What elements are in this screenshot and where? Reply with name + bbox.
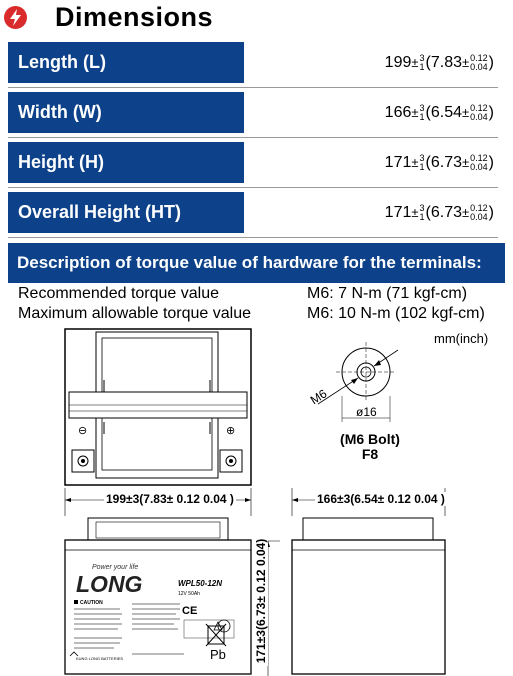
svg-text:Power your life: Power your life xyxy=(92,564,139,571)
bolt-diameter-label: ø16 xyxy=(356,405,377,419)
positive-terminal-symbol: ⊕ xyxy=(226,425,236,437)
spec-inch: (6.73 xyxy=(425,204,462,221)
plusminus: ± xyxy=(411,155,419,170)
bolt-detail-drawing xyxy=(306,338,436,434)
bolt-thread-label: M6 xyxy=(307,386,330,408)
plusminus: ± xyxy=(411,105,419,120)
model-rating: 12V 50Ah xyxy=(178,591,200,597)
mm-tolerance: 3 1 xyxy=(419,152,425,172)
spec-mm: 166 xyxy=(384,104,412,121)
plusminus: ± xyxy=(411,205,419,220)
spec-value xyxy=(385,142,494,183)
pb-mark: Pb xyxy=(210,647,226,662)
negative-terminal-symbol: ⊖ xyxy=(78,425,88,437)
bolt-name: (M6 Bolt) xyxy=(340,431,400,447)
spec-label: Overall Height (HT) xyxy=(8,192,244,233)
inch-tolerance: 0.12 0.04 xyxy=(470,202,488,222)
height-label: 171±3(6.73± 0.12 0.04) xyxy=(254,536,268,666)
spec-value xyxy=(385,192,494,233)
ce-mark: CE xyxy=(182,605,198,617)
inch-tolerance: 0.12 0.04 xyxy=(470,102,488,122)
spec-label: Length (L) xyxy=(8,42,244,83)
bolt-caption xyxy=(318,432,422,462)
mm-tolerance: 3 1 xyxy=(419,52,425,72)
maker-name: KUNG LONG BATTERIES xyxy=(76,656,124,661)
plusminus: ± xyxy=(411,55,419,70)
spec-inch: (6.73 xyxy=(425,154,462,171)
side-width-label: 166±3(6.54± 0.12 0.04 ) xyxy=(317,492,445,506)
side-view-drawing xyxy=(291,514,447,676)
spec-row xyxy=(8,42,498,83)
spec-row xyxy=(8,192,498,233)
spec-mm: 171 xyxy=(384,204,412,221)
spec-value xyxy=(385,42,494,83)
inch-tolerance: 0.12 0.04 xyxy=(470,52,488,72)
divider xyxy=(8,87,498,88)
plusminus: ± xyxy=(462,155,470,170)
inch-tolerance: 0.12 0.04 xyxy=(470,152,488,172)
spec-close: ) xyxy=(488,154,494,171)
divider xyxy=(8,137,498,138)
spec-value xyxy=(385,92,494,133)
spec-label: Height (H) xyxy=(8,142,244,183)
svg-text:LONG: LONG xyxy=(76,571,143,597)
spec-inch: (7.83 xyxy=(425,54,462,71)
mm-tolerance: 3 1 xyxy=(419,202,425,222)
torque-value-recommended: M6: 7 N-m (71 kgf-cm) xyxy=(307,285,468,302)
lightning-bolt-icon xyxy=(4,6,27,29)
front-view-drawing xyxy=(64,514,254,676)
model-name: WPL50-12N xyxy=(178,579,223,588)
plusminus: ± xyxy=(462,55,470,70)
spec-row xyxy=(8,92,498,133)
divider xyxy=(8,187,498,188)
divider xyxy=(8,237,498,238)
spec-close: ) xyxy=(488,54,494,71)
spec-mm: 171 xyxy=(384,154,412,171)
header xyxy=(0,0,513,38)
unit-label: mm(inch) xyxy=(434,331,489,346)
plusminus: ± xyxy=(462,205,470,220)
torque-label-recommended: Recommended torque value xyxy=(18,285,220,302)
spec-close: ) xyxy=(488,104,494,121)
torque-heading: Description of torque value of hardware for the terminals: xyxy=(8,243,505,283)
spec-mm: 199 xyxy=(384,54,412,71)
top-view-drawing xyxy=(64,328,254,488)
spec-inch: (6.54 xyxy=(425,104,462,121)
spec-row xyxy=(8,142,498,183)
plusminus: ± xyxy=(462,105,470,120)
svg-text:CAUTION: CAUTION xyxy=(80,600,103,606)
spec-label: Width (W) xyxy=(8,92,244,133)
mm-tolerance: 3 1 xyxy=(419,102,425,122)
front-width-label: 199±3(7.83± 0.12 0.04 ) xyxy=(106,492,234,506)
torque-value-maximum: M6: 10 N-m (102 kgf-cm) xyxy=(307,305,485,322)
torque-label-maximum: Maximum allowable torque value xyxy=(18,305,251,322)
spec-close: ) xyxy=(488,204,494,221)
terminal-code: F8 xyxy=(361,446,379,462)
page-title: Dimensions xyxy=(55,2,214,32)
